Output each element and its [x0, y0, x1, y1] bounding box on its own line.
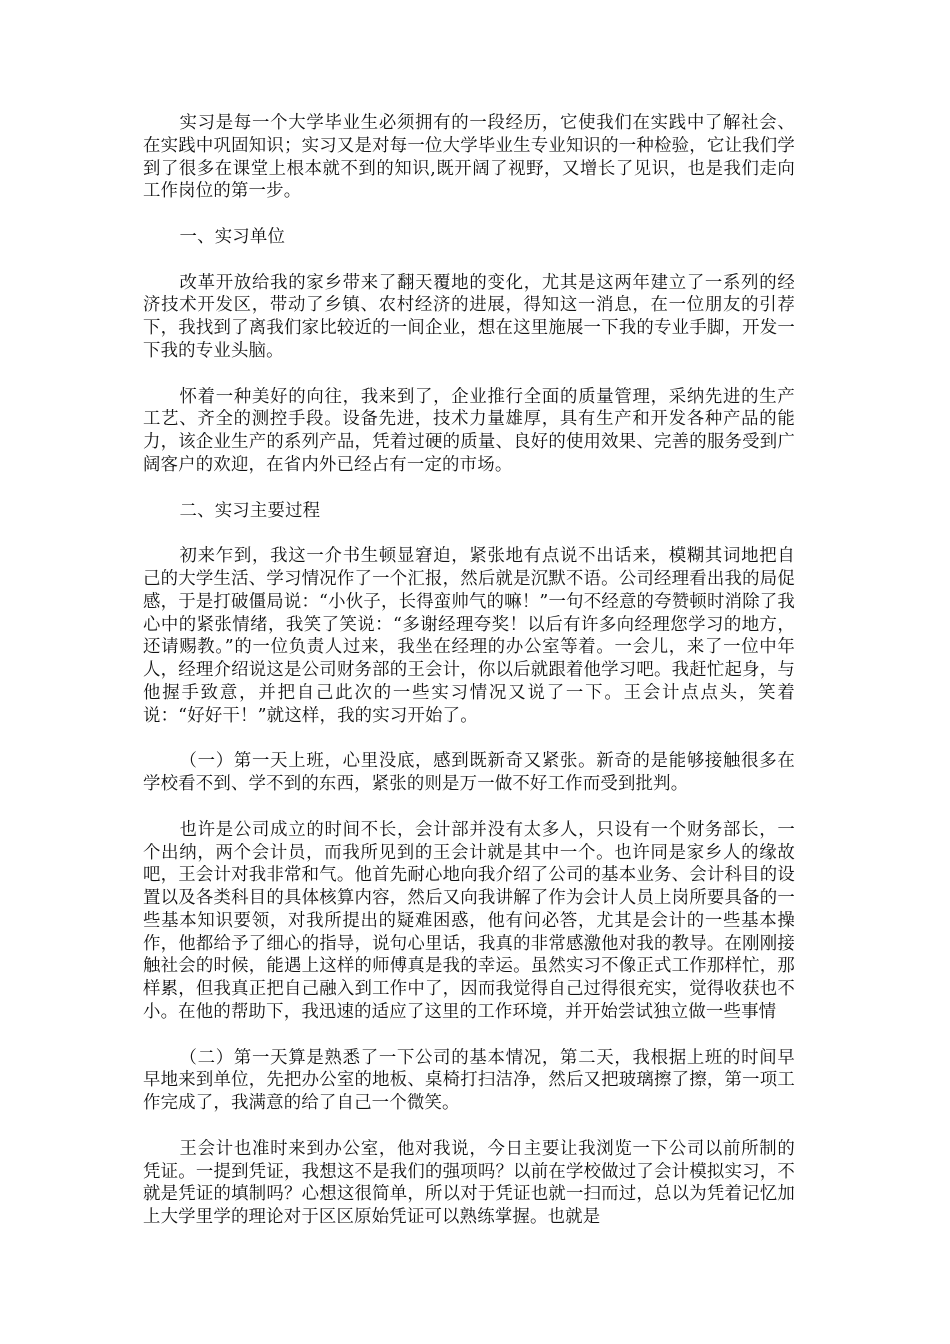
document-body — [143, 112, 795, 1252]
paragraph-hometown: 改革开放给我的家乡带来了翻天覆地的变化，尤其是这两年建立了一系列的经济技术开发区，带动了乡镇、农村经济的进展，得知这一消息，在一位朋友的引荐下，我找到了离我们家比较近的一间企业，想在这里施展一下我的专业手脚，开发一下我的专业头脑。 — [143, 272, 795, 361]
paragraph-company: 怀着一种美好的向往，我来到了，企业推行全面的质量管理，采纳先进的生产工艺、齐全的测控手段。设备先进，技术力量雄厚，具有生产和开发各种产品的能力，该企业生产的系列产品，凭着过硬的质量、良好的使用效果、完善的服务受到广阔客户的欢迎，在省内外已经占有一定的市场。 — [143, 386, 795, 475]
paragraph-accounting-dept: 也许是公司成立的时间不长，会计部并没有太多人，只设有一个财务部长，一个出纳，两个会计员，而我所见到的王会计就是其中一个。也许同是家乡人的缘故吧，王会计对我非常和气。他首先耐心地向我介绍了公司的基本业务、会计科目的设置以及各类科目的具体核算内容，然后又向我讲解了作为会计人员上岗所要具备的一些基本知识要领，对我所提出的疑难困惑，他有问必答，尤其是会计的一些基本操作，他都给予了细心的指导，说句心里话，我真的非常感激他对我的教导。在刚刚接触社会的时候，能遇上这样的师傅真是我的幸运。虽然实习不像正式工作那样忙，那样累，但我真正把自己融入到工作中了，因而我觉得自己过得很充实，觉得收获也不小。在他的帮助下，我迅速的适应了这里的工作环境，并开始尝试独立做一些事情 — [143, 819, 795, 1023]
paragraph-vouchers: 王会计也准时来到办公室，他对我说，今日主要让我浏览一下公司以前所制的凭证。一提到凭证，我想这不是我们的强项吗？以前在学校做过了会计模拟实习，不就是凭证的填制吗？心想这很简单，所以对于凭证也就一扫而过，总以为凭着记忆加上大学里学的理论对于区区原始凭证可以熟练掌握。也就是 — [143, 1138, 795, 1228]
section-heading-internship-unit: 一、实习单位 — [179, 226, 286, 247]
paragraph-day-two: （二）第一天算是熟悉了一下公司的基本情况，第二天，我根据上班的时间早早地来到单位，先把办公室的地板、桌椅打扫洁净，然后又把玻璃擦了擦，第一项工作完成了，我满意的给了自己一个微笑。 — [143, 1047, 795, 1114]
paragraph-day-one: （一）第一天上班，心里没底，感到既新奇又紧张。新奇的是能够接触很多在学校看不到、学不到的东西，紧张的则是万一做不好工作而受到批判。 — [143, 751, 795, 795]
section-heading-main-process: 二、实习主要过程 — [179, 500, 321, 521]
paragraph-arrival: 初来乍到，我这一介书生顿显窘迫，紧张地有点说不出话来，模糊其词地把自己的大学生活、学习情况作了一个汇报，然后就是沉默不语。公司经理看出我的局促感，于是打破僵局说：“小伙子，长得蛮帅气的嘛！”一句不经意的夸赞顿时消除了我心中的紧张情绪，我笑了笑说：“多谢经理夸奖！以后有许多向经理您学习的地方，还请赐教。”的一位负责人过来，我坐在经理的办公室等着。一会儿，来了一位中年人，经理介绍说这是公司财务部的王会计，你以后就跟着他学习吧。我赶忙起身，与他握手致意，并把自己此次的一些实习情况又说了一下。王会计点点头，笑着说：“好好干！”就这样，我的实习开始了。 — [143, 546, 795, 726]
paragraph-intro: 实习是每一个大学毕业生必须拥有的一段经历，它使我们在实践中了解社会、在实践中巩固知识；实习又是对每一位大学毕业生专业知识的一种检验，它让我们学到了很多在课堂上根本就不到的知识,既开阔了视野，又增长了见识，也是我们走向工作岗位的第一步。 — [143, 113, 795, 202]
